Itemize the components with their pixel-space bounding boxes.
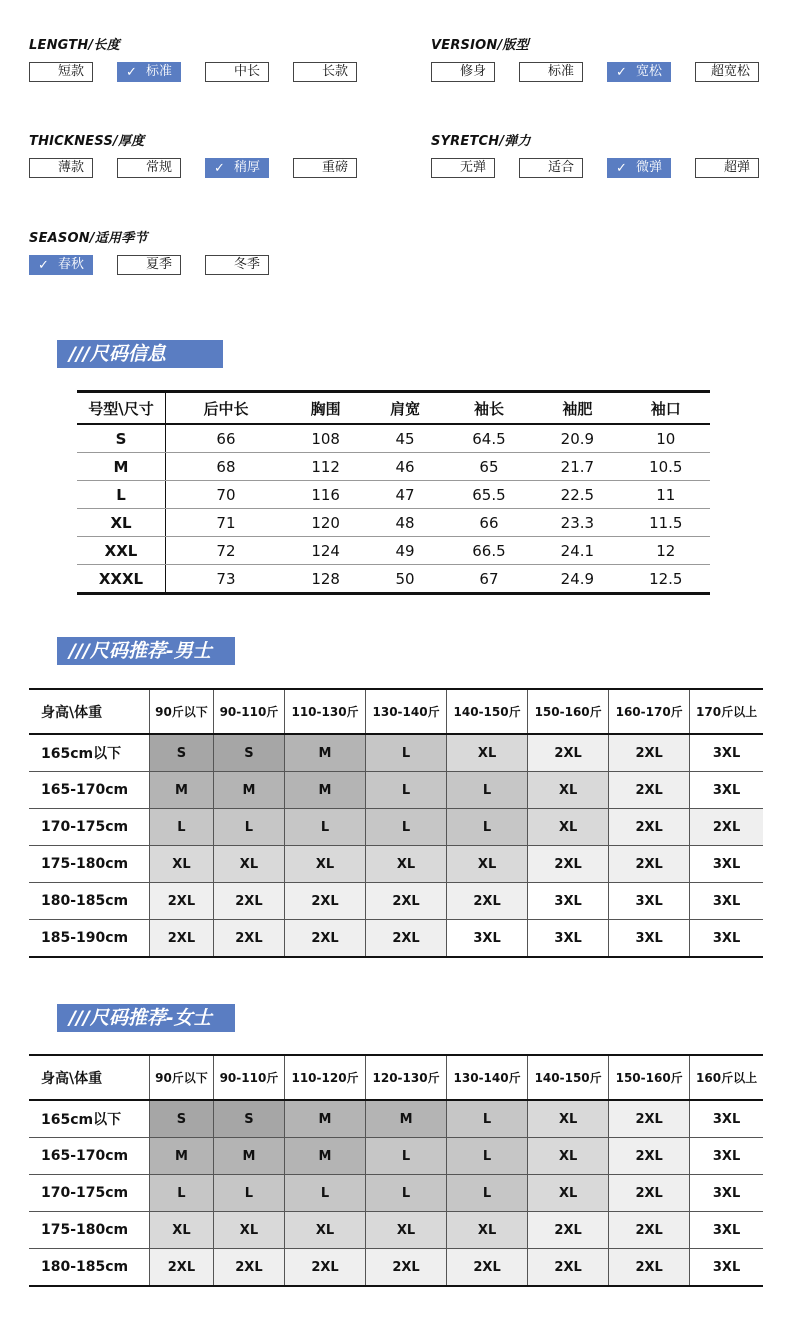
size-cell: M [150, 772, 214, 809]
attr-title: SEASON/适用季节 [29, 231, 148, 246]
size-cell: 2XL [609, 1249, 690, 1287]
column-header: 身高\体重 [29, 689, 150, 734]
size-cell: 2XL [609, 1138, 690, 1175]
size-cell: M [285, 1100, 366, 1138]
size-cell: S [150, 1100, 214, 1138]
size-info-banner: ///尺码信息 [57, 340, 223, 368]
column-header: 160斤以上 [690, 1055, 763, 1100]
column-header: 110-120斤 [285, 1055, 366, 1100]
size-cell: L [366, 809, 447, 846]
table-row [77, 481, 710, 509]
size-label: XL [77, 509, 166, 537]
size-cell: S [213, 734, 284, 772]
table-row [77, 537, 710, 565]
size-cell: 2XL [285, 1249, 366, 1287]
size-cell: 3XL [690, 883, 763, 920]
option-chip[interactable] [431, 62, 495, 82]
size-cell: 2XL [528, 734, 609, 772]
size-cell: 2XL [528, 1249, 609, 1287]
size-cell: 2XL [609, 1212, 690, 1249]
size-value: 22.5 [533, 481, 621, 509]
size-cell: 2XL [213, 1249, 284, 1287]
option-label: 薄款 [57, 160, 84, 175]
size-value: 124 [286, 537, 365, 565]
size-cell: 2XL [150, 1249, 214, 1287]
option-label: 中长 [233, 64, 260, 79]
size-cell: 3XL [609, 883, 690, 920]
size-label: XXXL [77, 565, 166, 594]
option-label: 无弹 [459, 160, 486, 175]
table-row [29, 1100, 763, 1138]
column-header: 90斤以下 [150, 689, 214, 734]
height-label: 180-185cm [29, 1249, 150, 1287]
attr-title: SYRETCH/弹力 [431, 134, 531, 149]
size-value: 71 [166, 509, 286, 537]
size-cell: 3XL [528, 920, 609, 958]
size-cell: 3XL [690, 920, 763, 958]
size-cell: XL [285, 1212, 366, 1249]
women-header-row [29, 1055, 763, 1100]
size-cell: L [366, 1138, 447, 1175]
option-label: 春秋 [57, 257, 84, 272]
size-cell: 2XL [690, 809, 763, 846]
size-cell: XL [447, 1212, 528, 1249]
height-label: 165cm以下 [29, 734, 150, 772]
check-icon: ✓ [616, 161, 627, 176]
size-cell: 2XL [609, 846, 690, 883]
check-icon: ✓ [38, 258, 49, 273]
size-value: 73 [216, 569, 236, 588]
column-header: 130-140斤 [447, 1055, 528, 1100]
men-recommend-banner: ///尺码推荐-男士 [57, 637, 235, 665]
option-chip[interactable] [519, 158, 583, 178]
size-cell: XL [285, 846, 366, 883]
table-row [77, 565, 710, 594]
size-cell: M [150, 1138, 214, 1175]
size-cell: XL [447, 846, 528, 883]
size-cell: 2XL [285, 920, 366, 958]
women-recommend-banner: ///尺码推荐-女士 [57, 1004, 235, 1032]
height-label: 185-190cm [29, 920, 150, 958]
size-label: S [77, 424, 166, 453]
column-header: 身高\体重 [29, 1055, 150, 1100]
option-label: 稍厚 [233, 160, 260, 175]
column-header: 170斤以上 [690, 689, 763, 734]
size-cell: 2XL [528, 846, 609, 883]
size-cell: S [213, 1100, 284, 1138]
table-row [29, 1212, 763, 1249]
option-chip[interactable] [431, 158, 495, 178]
size-cell: XL [447, 734, 528, 772]
attr-length [29, 37, 369, 87]
size-cell: 2XL [609, 734, 690, 772]
size-value: 112 [286, 453, 365, 481]
size-cell: 2XL [609, 772, 690, 809]
size-cell: M [213, 1138, 284, 1175]
size-cell: XL [213, 1212, 284, 1249]
size-value: 21.7 [533, 453, 621, 481]
size-value: 45 [365, 424, 444, 453]
size-value: 11.5 [622, 509, 710, 537]
size-value: 12 [622, 537, 710, 565]
column-header: 袖长 [445, 392, 533, 425]
size-value: 20.9 [533, 424, 621, 453]
option-chip[interactable] [117, 62, 181, 82]
height-label: 170-175cm [29, 809, 150, 846]
size-cell: XL [528, 1175, 609, 1212]
option-chip[interactable] [205, 255, 269, 275]
size-cell: 3XL [690, 1212, 763, 1249]
size-cell: 2XL [447, 883, 528, 920]
column-header: 肩宽 [365, 392, 444, 425]
size-value: 12.5 [649, 569, 683, 588]
table-row [29, 1138, 763, 1175]
option-chip[interactable] [607, 158, 671, 178]
size-value: 67 [479, 569, 499, 588]
check-icon: ✓ [616, 65, 627, 80]
height-label: 165cm以下 [29, 1100, 150, 1138]
option-label: 修身 [459, 64, 486, 79]
option-label: 长款 [321, 64, 348, 79]
column-header: 90斤以下 [150, 1055, 214, 1100]
option-label: 夏季 [145, 257, 172, 272]
option-chip[interactable] [29, 62, 93, 82]
option-chip[interactable] [293, 158, 357, 178]
size-value: 108 [286, 424, 365, 453]
size-cell: L [447, 1175, 528, 1212]
size-cell: L [150, 809, 214, 846]
option-chip[interactable] [293, 62, 357, 82]
height-label: 180-185cm [29, 883, 150, 920]
option-label: 超弹 [723, 160, 750, 175]
option-chip[interactable] [695, 62, 759, 82]
height-label: 170-175cm [29, 1175, 150, 1212]
attr-thickness [29, 133, 369, 183]
size-cell: XL [528, 772, 609, 809]
check-icon: ✓ [126, 65, 137, 80]
size-cell: 2XL [150, 883, 214, 920]
size-value: 128 [311, 569, 340, 588]
size-value: 72 [166, 537, 286, 565]
option-chip[interactable] [205, 62, 269, 82]
size-label: XXL [77, 537, 166, 565]
size-cell: L [366, 772, 447, 809]
option-label: 超宽松 [710, 64, 750, 79]
size-cell: L [213, 1175, 284, 1212]
size-cell: 3XL [690, 1138, 763, 1175]
column-header: 90-110斤 [213, 1055, 284, 1100]
column-header: 140-150斤 [528, 1055, 609, 1100]
size-cell: 3XL [690, 1100, 763, 1138]
men-recommend-table [29, 688, 763, 958]
size-value: 23.3 [533, 509, 621, 537]
size-cell: 2XL [366, 1249, 447, 1287]
height-label: 165-170cm [29, 772, 150, 809]
option-label: 冬季 [233, 257, 260, 272]
size-value: 66.5 [445, 537, 533, 565]
size-cell: 3XL [690, 772, 763, 809]
size-cell: XL [528, 1138, 609, 1175]
size-cell: S [150, 734, 214, 772]
size-value: 10 [622, 424, 710, 453]
table-row [29, 846, 763, 883]
size-value: 64.5 [445, 424, 533, 453]
size-cell: 3XL [690, 734, 763, 772]
size-cell: 2XL [213, 883, 284, 920]
size-cell: 3XL [609, 920, 690, 958]
size-cell: 2XL [285, 883, 366, 920]
size-value: 48 [365, 509, 444, 537]
option-label: 短款 [57, 64, 84, 79]
column-header: 胸围 [286, 392, 365, 425]
column-header: 140-150斤 [447, 689, 528, 734]
size-cell: L [447, 1138, 528, 1175]
size-cell: 2XL [366, 920, 447, 958]
size-cell: M [285, 734, 366, 772]
option-chip[interactable] [695, 158, 759, 178]
size-cell: M [366, 1100, 447, 1138]
attr-title: THICKNESS/厚度 [29, 134, 145, 149]
size-value: 65 [445, 453, 533, 481]
column-header: 袖肥 [533, 392, 621, 425]
size-cell: 2XL [609, 1175, 690, 1212]
size-cell: XL [528, 809, 609, 846]
option-label: 常规 [145, 160, 172, 175]
height-label: 165-170cm [29, 1138, 150, 1175]
size-cell: 2XL [213, 920, 284, 958]
table-row [29, 1175, 763, 1212]
option-label: 宽松 [635, 64, 662, 79]
option-chip[interactable] [29, 255, 93, 275]
size-value: 116 [286, 481, 365, 509]
option-label: 标准 [145, 64, 172, 79]
height-label: 175-180cm [29, 846, 150, 883]
size-cell: 2XL [528, 1212, 609, 1249]
size-value: 66 [445, 509, 533, 537]
size-cell: XL [150, 846, 214, 883]
size-cell: L [150, 1175, 214, 1212]
size-cell: XL [150, 1212, 214, 1249]
size-cell: 2XL [150, 920, 214, 958]
size-value: 11 [622, 481, 710, 509]
size-info-header-row [77, 392, 710, 425]
column-header: 130-140斤 [366, 689, 447, 734]
size-value: 24.1 [533, 537, 621, 565]
column-header: 110-130斤 [285, 689, 366, 734]
option-label: 适合 [547, 160, 574, 175]
attr-stretch [431, 133, 771, 183]
attr-title: LENGTH/长度 [29, 38, 120, 53]
size-cell: 3XL [528, 883, 609, 920]
size-cell: 2XL [609, 1100, 690, 1138]
size-label: L [77, 481, 166, 509]
women-recommend-table [29, 1054, 763, 1287]
size-cell: L [285, 809, 366, 846]
column-header: 后中长 [166, 392, 286, 425]
check-icon: ✓ [214, 161, 225, 176]
men-header-row [29, 689, 763, 734]
size-value: 65.5 [445, 481, 533, 509]
size-cell: L [285, 1175, 366, 1212]
size-cell: L [447, 1100, 528, 1138]
size-cell: 2XL [366, 883, 447, 920]
attr-version [431, 37, 771, 87]
size-cell: L [213, 809, 284, 846]
height-label: 175-180cm [29, 1212, 150, 1249]
size-cell: L [366, 734, 447, 772]
size-value: 24.9 [560, 569, 595, 588]
size-cell: 3XL [690, 1249, 763, 1287]
table-row [29, 883, 763, 920]
size-cell: XL [366, 846, 447, 883]
attr-title: VERSION/版型 [431, 38, 529, 53]
size-label: M [77, 453, 166, 481]
size-value: 10.5 [622, 453, 710, 481]
table-row [77, 424, 710, 453]
size-value: 68 [166, 453, 286, 481]
column-header: 袖口 [622, 392, 710, 425]
size-cell: M [285, 772, 366, 809]
table-row [29, 1249, 763, 1287]
size-cell: 2XL [447, 1249, 528, 1287]
option-label: 微弹 [635, 160, 662, 175]
size-cell: L [366, 1175, 447, 1212]
column-header: 150-160斤 [528, 689, 609, 734]
table-row [29, 920, 763, 958]
column-header: 120-130斤 [366, 1055, 447, 1100]
option-label: 标准 [547, 64, 574, 79]
option-label: 重磅 [321, 160, 348, 175]
column-header: 160-170斤 [609, 689, 690, 734]
size-value: 47 [365, 481, 444, 509]
size-value: 46 [365, 453, 444, 481]
table-row [29, 772, 763, 809]
size-cell: 3XL [690, 846, 763, 883]
size-cell: XL [213, 846, 284, 883]
size-value: 66 [166, 424, 286, 453]
column-header: 号型\尺寸 [77, 392, 166, 425]
size-cell: 2XL [609, 809, 690, 846]
option-chip[interactable] [205, 158, 269, 178]
size-cell: M [213, 772, 284, 809]
size-cell: XL [366, 1212, 447, 1249]
size-cell: 3XL [447, 920, 528, 958]
option-chip[interactable] [117, 255, 181, 275]
table-row [77, 509, 710, 537]
option-chip[interactable] [29, 158, 93, 178]
size-value: 70 [166, 481, 286, 509]
table-row [29, 734, 763, 772]
column-header: 150-160斤 [609, 1055, 690, 1100]
option-chip[interactable] [607, 62, 671, 82]
column-header: 90-110斤 [213, 689, 284, 734]
size-cell: L [447, 809, 528, 846]
size-cell: M [285, 1138, 366, 1175]
table-row [77, 453, 710, 481]
size-value: 49 [365, 537, 444, 565]
size-value: 120 [286, 509, 365, 537]
size-cell: XL [528, 1100, 609, 1138]
table-row [29, 809, 763, 846]
attr-season [29, 230, 369, 280]
size-cell: 3XL [690, 1175, 763, 1212]
option-chip[interactable] [117, 158, 181, 178]
size-value: 50 [395, 569, 415, 588]
size-cell: L [447, 772, 528, 809]
option-chip[interactable] [519, 62, 583, 82]
size-info-table [77, 390, 710, 595]
